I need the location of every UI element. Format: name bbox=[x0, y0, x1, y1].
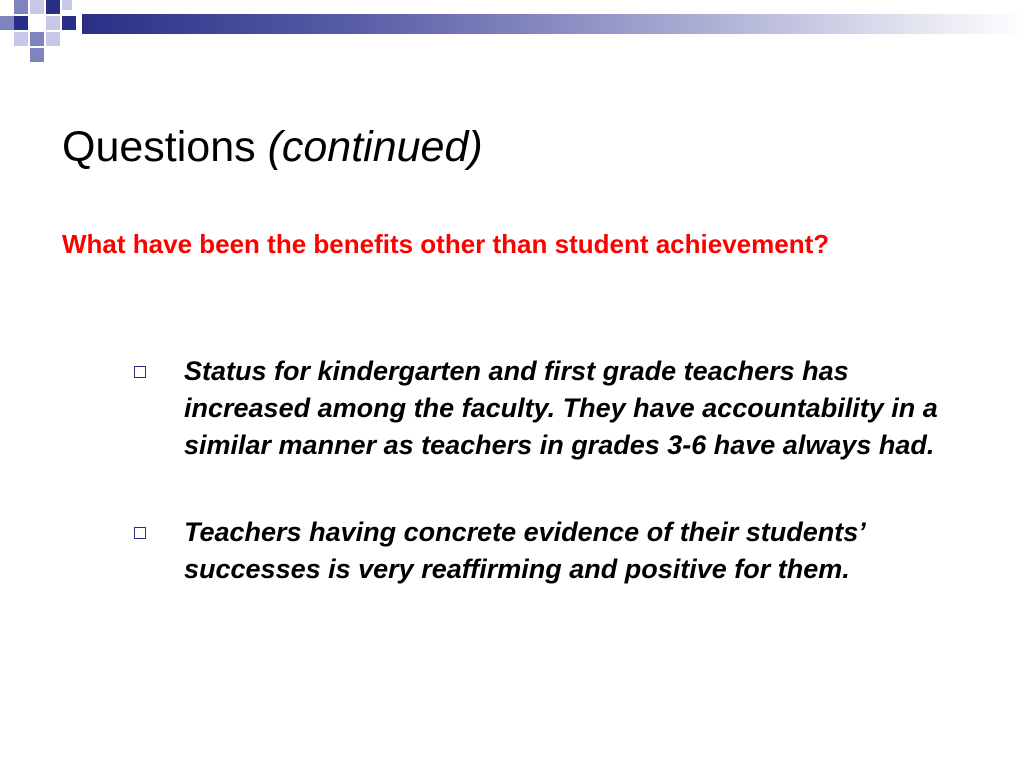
hollow-square-bullet-icon bbox=[134, 366, 146, 378]
title-main: Questions bbox=[62, 123, 256, 171]
bullet-text: Teachers having concrete evidence of their students’ successes is very reaffirming and positive for them. bbox=[184, 517, 865, 584]
question-heading: What have been the benefits other than student achievement? bbox=[62, 229, 830, 259]
bullet-item bbox=[130, 353, 970, 464]
header-gradient-bar bbox=[82, 14, 1024, 34]
header-decoration bbox=[0, 0, 1024, 50]
slide-title bbox=[62, 124, 483, 171]
bullet-list bbox=[130, 353, 970, 588]
hollow-square-bullet-icon bbox=[134, 527, 146, 539]
bullet-item bbox=[130, 514, 970, 588]
title-suffix: (continued) bbox=[267, 123, 483, 171]
bullet-text: Status for kindergarten and first grade teachers has increased among the faculty. They have accountability in a similar manner as teachers in grades 3-6 have always had. bbox=[184, 356, 938, 460]
